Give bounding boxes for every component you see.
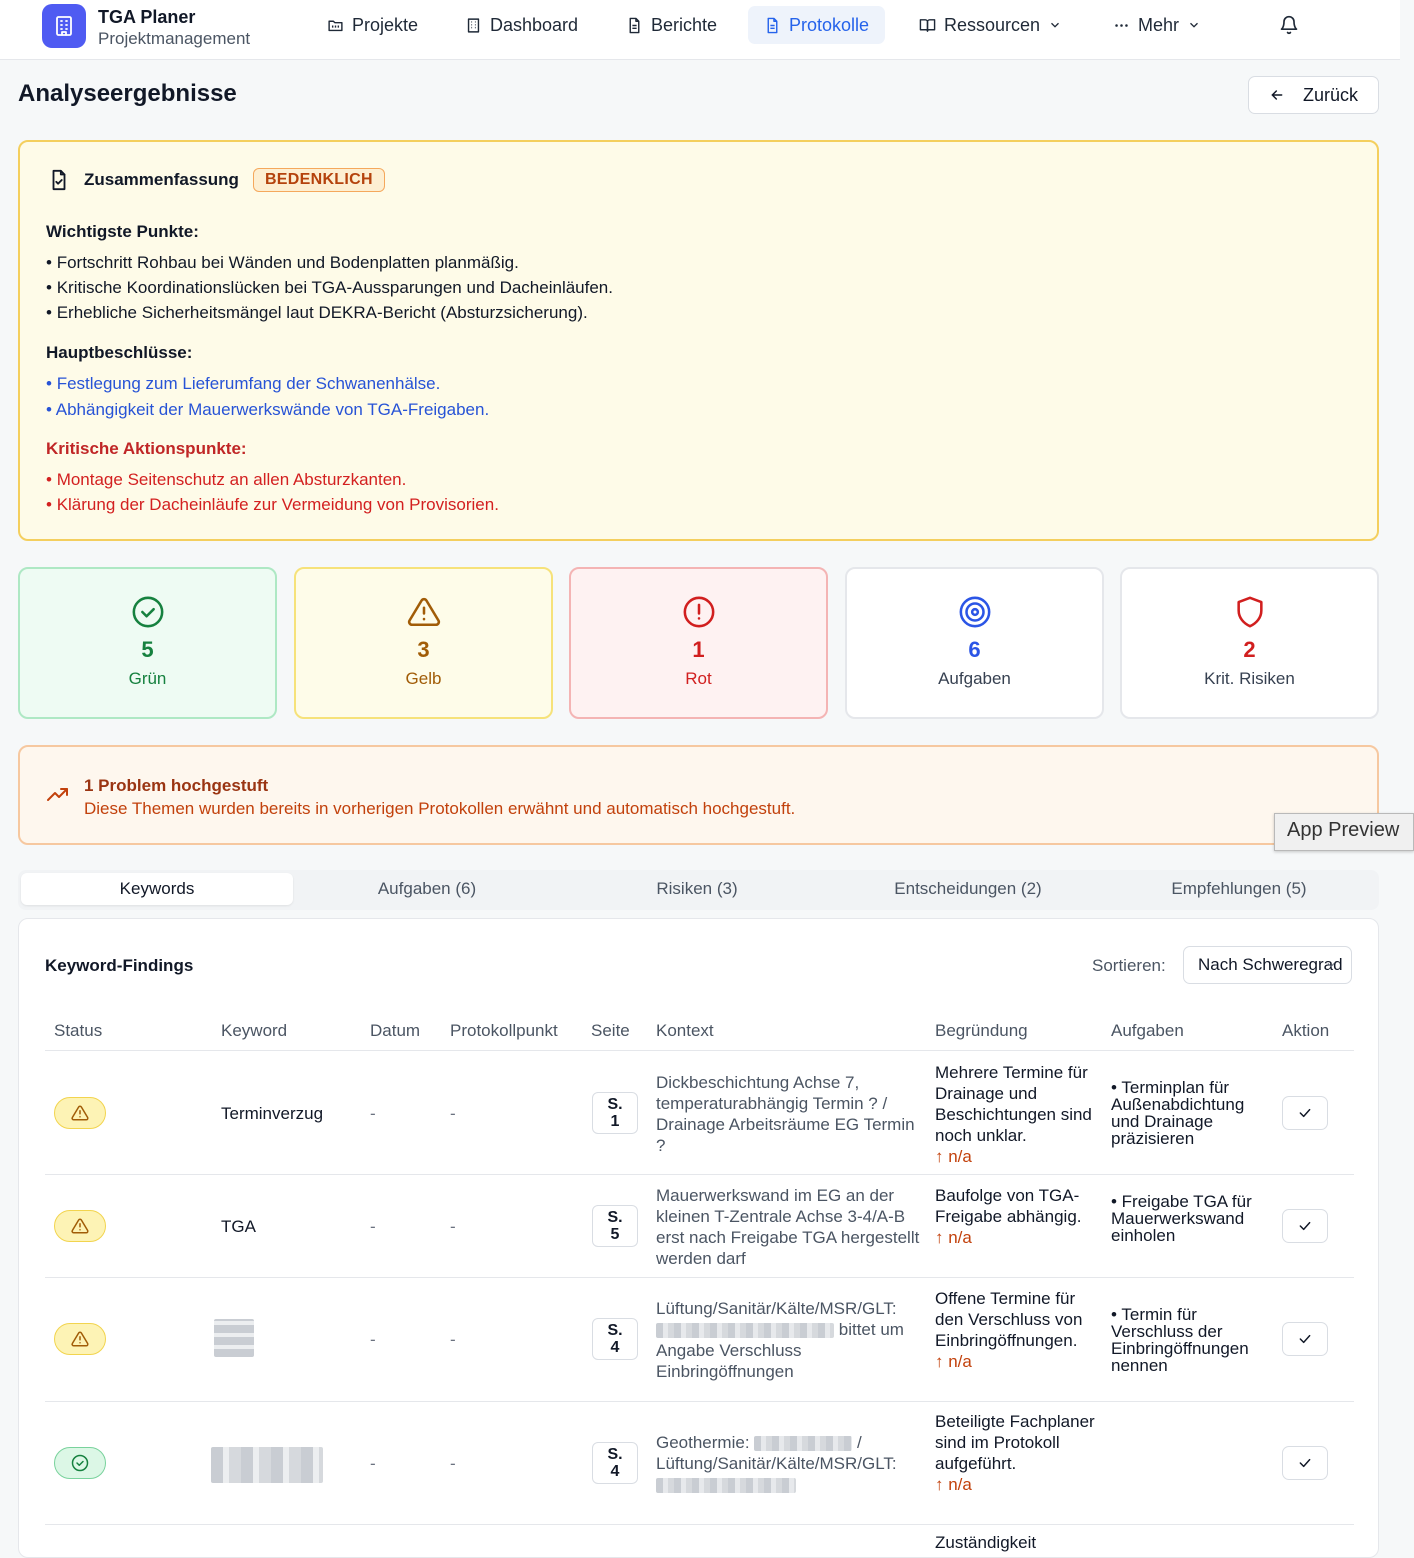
begruendung-cell: Mehrere Termine für Drainage und Beschichtungen sind noch unklar. ↑ n/a xyxy=(935,1063,1092,1166)
kontext-cell: Mauerwerkswand im EG an der kleinen T-Zentrale Achse 3-4/A-B erst nach Freigabe TGA hergestellt werden darf xyxy=(656,1186,920,1268)
nav-label: Berichte xyxy=(651,14,718,35)
top-navigation xyxy=(0,0,1400,60)
nav-label: Dashboard xyxy=(490,14,579,35)
datum-cell: - xyxy=(370,1454,376,1473)
column-header-aktion: Aktion xyxy=(1282,1021,1330,1040)
app-title: TGA Planer xyxy=(98,7,196,27)
confirm-button[interactable] xyxy=(1282,1096,1328,1130)
stat-card-critical-risks xyxy=(1120,567,1379,719)
column-header-status: Status xyxy=(54,1021,103,1040)
nav-item-berichte[interactable] xyxy=(610,6,733,44)
protokollpunkt-cell: - xyxy=(450,1104,456,1123)
app-logo-icon[interactable] xyxy=(42,4,86,48)
stat-value: 2 xyxy=(1243,637,1256,662)
summary-card xyxy=(18,140,1379,541)
file-text-icon xyxy=(764,17,781,34)
warning-status-icon xyxy=(54,1210,106,1242)
page-badge[interactable]: S. 4 xyxy=(592,1318,638,1360)
nav-item-protokolle[interactable] xyxy=(748,6,885,44)
chevron-down-icon xyxy=(1325,959,1337,971)
column-header-seite: Seite xyxy=(591,1021,630,1040)
arrow-left-icon xyxy=(1269,87,1285,103)
begruendung-cell: Baufolge von TGA-Freigabe abhängig. ↑ n/a xyxy=(935,1186,1082,1247)
column-header-kontext: Kontext xyxy=(656,1021,714,1040)
stat-label: Aufgaben xyxy=(938,669,1011,688)
nav-item-dashboard[interactable] xyxy=(449,6,594,44)
confirm-button[interactable] xyxy=(1282,1209,1328,1243)
app-preview-button[interactable]: App Preview xyxy=(1274,813,1414,851)
check-icon xyxy=(1297,1218,1313,1234)
nav-item-projekte[interactable] xyxy=(311,6,434,44)
page-badge[interactable]: S. 4 xyxy=(592,1442,638,1484)
aufgabe-cell: • Termin für Verschluss der Einbringöffnungen nennen xyxy=(1111,1305,1249,1375)
column-header-aufgaben: Aufgaben xyxy=(1111,1021,1184,1040)
chevron-down-icon xyxy=(1187,18,1201,32)
stat-card-tasks xyxy=(845,567,1104,719)
back-button[interactable] xyxy=(1248,76,1379,114)
aufgabe-cell: • Terminplan für Außenabdichtung und Drainage präzisieren xyxy=(1111,1078,1245,1148)
critical-item: • Montage Seitenschutz an allen Absturzkanten. xyxy=(46,470,407,489)
escalation-notice xyxy=(18,745,1379,845)
trend-indicator: ↑ n/a xyxy=(935,1228,972,1247)
keyword-cell: TGA xyxy=(221,1217,256,1236)
stat-card-green xyxy=(18,567,277,719)
stat-label: Gelb xyxy=(405,669,442,688)
warning-status-icon xyxy=(54,1323,106,1355)
kontext-cell: Dickbeschichtung Achse 7, temperaturabhängig Termin ? / Drainage Arbeitsräume EG Termin ? xyxy=(656,1073,915,1155)
panel-title: Keyword-Findings xyxy=(45,956,194,975)
summary-header xyxy=(48,168,385,192)
check-icon xyxy=(1297,1105,1313,1121)
chevron-down-icon xyxy=(1048,18,1062,32)
confirm-button[interactable] xyxy=(1282,1322,1328,1356)
protokollpunkt-cell: - xyxy=(450,1454,456,1473)
keyword-findings-panel xyxy=(18,918,1379,1558)
escalation-title: 1 Problem hochgestuft xyxy=(84,776,269,795)
decision-item: • Festlegung zum Lieferumfang der Schwanenhälse. xyxy=(46,374,441,393)
stat-card-red xyxy=(569,567,828,719)
critical-heading: Kritische Aktionspunkte: xyxy=(46,439,247,458)
column-header-begruendung: Begründung xyxy=(935,1021,1028,1040)
stat-card-yellow xyxy=(294,567,553,719)
stat-label: Rot xyxy=(685,669,712,688)
sort-select[interactable] xyxy=(1183,946,1352,984)
nav-label: Ressourcen xyxy=(944,14,1041,35)
column-header-datum: Datum xyxy=(370,1021,421,1040)
tab-keywords[interactable]: Keywords xyxy=(21,873,293,905)
datum-cell: - xyxy=(370,1330,376,1349)
begruendung-cell: Offene Termine für den Verschluss von Einbringöffnungen. ↑ n/a xyxy=(935,1289,1083,1371)
trend-indicator: ↑ n/a xyxy=(935,1147,972,1166)
escalation-text: Diese Themen wurden bereits in vorherigen Protokollen erwähnt und automatisch hochgestuft. xyxy=(84,799,796,818)
more-horizontal-icon xyxy=(1113,17,1130,34)
column-header-keyword: Keyword xyxy=(221,1021,288,1040)
shield-icon xyxy=(1233,595,1267,629)
alert-triangle-icon xyxy=(407,595,441,629)
check-circle-icon xyxy=(131,595,165,629)
redacted-keyword xyxy=(214,1319,254,1357)
ok-status-icon xyxy=(54,1447,106,1479)
nav-label: Mehr xyxy=(1138,14,1180,35)
divider xyxy=(45,1401,1354,1402)
stat-label: Grün xyxy=(128,669,167,688)
begruendung-cell: Beteiligte Fachplaner sind im Protokoll aufgeführt. ↑ n/a xyxy=(935,1412,1095,1494)
file-text-icon xyxy=(626,17,643,34)
target-icon xyxy=(958,595,992,629)
tab-entscheidungen[interactable]: Entscheidungen (2) xyxy=(894,879,1042,898)
divider xyxy=(45,1050,1354,1051)
page-badge[interactable]: S. 1 xyxy=(592,1092,638,1134)
folder-icon xyxy=(327,17,344,34)
divider xyxy=(45,1277,1354,1278)
aufgabe-cell: • Freigabe TGA für Mauerwerkswand einholen xyxy=(1111,1192,1252,1245)
datum-cell: - xyxy=(370,1104,376,1123)
nav-item-ressourcen[interactable] xyxy=(903,6,1078,44)
sort-value: Nach Schweregrad xyxy=(1198,955,1343,974)
nav-item-mehr[interactable] xyxy=(1097,6,1217,44)
stat-value: 3 xyxy=(417,637,430,662)
keyword-cell: Terminverzug xyxy=(221,1104,324,1123)
tab-empfehlungen[interactable]: Empfehlungen (5) xyxy=(1171,879,1307,898)
sort-label: Sortieren: xyxy=(1092,956,1166,975)
decisions-heading: Hauptbeschlüsse: xyxy=(46,343,193,362)
building-icon xyxy=(465,17,482,34)
nav-label: Protokolle xyxy=(789,14,870,35)
status-badge: BEDENKLICH xyxy=(253,168,385,192)
redacted-keyword xyxy=(211,1447,323,1483)
warning-status-icon xyxy=(54,1097,106,1129)
datum-cell: - xyxy=(370,1217,376,1236)
back-label: Zurück xyxy=(1302,84,1358,105)
summary-title: Zusammenfassung xyxy=(84,170,239,189)
page-title: Analyseergebnisse xyxy=(18,80,237,107)
check-icon xyxy=(1297,1455,1313,1471)
critical-item: • Klärung der Dacheinläufe zur Vermeidung von Provisorien. xyxy=(46,495,499,514)
trend-indicator: ↑ n/a xyxy=(935,1352,972,1371)
trending-up-icon xyxy=(46,785,70,803)
stat-value: 1 xyxy=(692,637,705,662)
protokollpunkt-cell: - xyxy=(450,1217,456,1236)
stat-value: 6 xyxy=(968,637,981,662)
alert-circle-icon xyxy=(682,595,716,629)
stat-label: Krit. Risiken xyxy=(1204,669,1295,688)
kontext-cell: Lüftung/Sanitär/Kälte/MSR/GLT: bittet um Angabe Verschluss Einbringöffnungen xyxy=(656,1299,904,1381)
begruendung-cell: Zuständigkeit xyxy=(935,1533,1037,1552)
kontext-cell: Geothermie: / Lüftung/Sanitär/Kälte/MSR/GLT: xyxy=(656,1432,926,1495)
key-points-heading: Wichtigste Punkte: xyxy=(46,222,199,241)
book-open-icon xyxy=(919,17,936,34)
tab-aufgaben[interactable]: Aufgaben (6) xyxy=(377,879,477,898)
decision-item: • Abhängigkeit der Mauerwerkswände von TGA-Freigaben. xyxy=(46,400,490,419)
divider xyxy=(45,1174,1354,1175)
stat-value: 5 xyxy=(141,637,154,662)
divider xyxy=(45,1524,1354,1525)
key-point-item: • Erhebliche Sicherheitsmängel laut DEKRA-Bericht (Absturzsicherung). xyxy=(46,303,588,322)
confirm-button[interactable] xyxy=(1282,1446,1328,1480)
bell-icon[interactable] xyxy=(1279,15,1299,40)
column-header-protokollpunkt: Protokollpunkt xyxy=(450,1021,558,1040)
page-badge[interactable]: S. 5 xyxy=(592,1205,638,1247)
key-point-item: • Fortschritt Rohbau bei Wänden und Bodenplatten planmäßig. xyxy=(46,253,519,272)
nav-label: Projekte xyxy=(352,14,419,35)
tab-risiken[interactable]: Risiken (3) xyxy=(656,879,738,898)
results-tabs xyxy=(18,870,1379,910)
trend-indicator: ↑ n/a xyxy=(935,1475,972,1494)
file-check-icon xyxy=(48,168,70,192)
check-icon xyxy=(1297,1331,1313,1347)
protokollpunkt-cell: - xyxy=(450,1330,456,1349)
app-subtitle: Projektmanagement xyxy=(98,29,251,48)
key-point-item: • Kritische Koordinationslücken bei TGA-Aussparungen und Dacheinläufen. xyxy=(46,278,613,297)
